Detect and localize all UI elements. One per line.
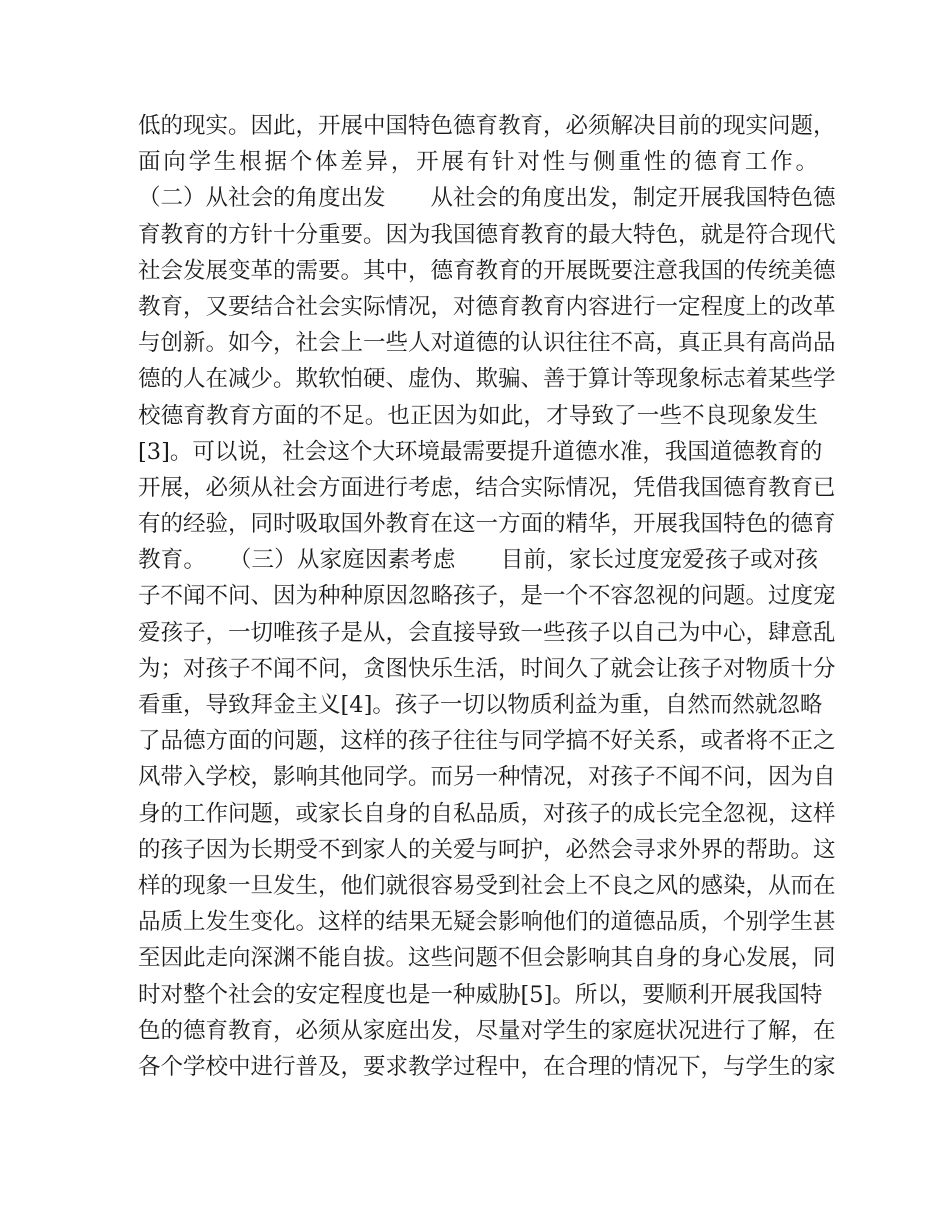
text-line: 教育。 （三）从家庭因素考虑 目前，家长过度宠爱孩子或对孩	[138, 547, 818, 574]
text-line: 有的经验，同时吸取国外教育在这一方面的精华，开展我国特色的德育	[138, 511, 836, 538]
text-line: 风带入学校，影响其他同学。而另一种情况，对孩子不闻不问，因为自	[138, 764, 836, 791]
text-line: 教育，又要结合社会实际情况，对德育教育内容进行一定程度上的改革	[138, 293, 836, 320]
text-line: 开展，必须从社会方面进行考虑，结合实际情况，凭借我国德育教育已	[138, 474, 836, 501]
text-line: 面向学生根据个体差异，开展有针对性与侧重性的德育工作。	[138, 149, 818, 176]
text-line: 子不闻不问、因为种种原因忽略孩子，是一个不容忽视的问题。过度宠	[138, 583, 836, 610]
text-line: 低的现实。因此，开展中国特色德育教育，必须解决目前的现实问题，	[138, 113, 836, 139]
text-line: 社会发展变革的需要。其中，德育教育的开展既要注意我国的传统美德	[138, 257, 836, 284]
body-text	[138, 108, 836, 1085]
text-line: 育教育的方针十分重要。因为我国德育教育的最大特色，就是符合现代	[138, 221, 836, 248]
text-line: 看重，导致拜金主义[4]。孩子一切以物质利益为重，自然而然就忽略	[138, 692, 823, 718]
text-line: 品质上发生变化。这样的结果无疑会影响他们的道德品质，个别学生甚	[138, 909, 836, 936]
text-line: 了品德方面的问题，这样的孩子往往与同学搞不好关系，或者将不正之	[138, 728, 836, 755]
text-line: 德的人在减少。欺软怕硬、虚伪、欺骗、善于算计等现象标志着某些学	[138, 366, 836, 393]
text-line: 与创新。如今，社会上一些人对道德的认识往往不高，真正具有高尚品	[138, 330, 836, 357]
text-line: （二）从社会的角度出发 从社会的角度出发，制定开展我国特色德	[138, 185, 836, 212]
text-line: 样的现象一旦发生，他们就很容易受到社会上不良之风的感染，从而在	[138, 872, 836, 899]
text-line: 爱孩子，一切唯孩子是从，会直接导致一些孩子以自己为中心，肆意乱	[138, 619, 836, 646]
text-line: 为；对孩子不闻不问，贪图快乐生活，时间久了就会让孩子对物质十分	[138, 655, 836, 682]
text-line: 校德育教育方面的不足。也正因为如此，才导致了一些不良现象发生	[138, 402, 818, 429]
text-line: 身的工作问题，或家长自身的自私品质，对孩子的成长完全忽视，这样	[138, 800, 836, 827]
text-line: 的孩子因为长期受不到家人的关爱与呵护，必然会寻求外界的帮助。这	[138, 836, 836, 863]
text-line: 至因此走向深渊不能自拔。这些问题不但会影响其自身的身心发展，同	[138, 945, 836, 972]
text-line: 色的德育教育，必须从家庭出发，尽量对学生的家庭状况进行了解，在	[138, 1017, 836, 1044]
text-line: [3]。可以说，社会这个大环境最需要提升道德水准，我国道德教育的	[138, 438, 823, 465]
text-line: 各个学校中进行普及，要求教学过程中，在合理的情况下，与学生的家	[138, 1053, 836, 1080]
text-line: 时对整个社会的安定程度也是一种威胁[5]。所以，要顺利开展我国特	[138, 981, 823, 1008]
